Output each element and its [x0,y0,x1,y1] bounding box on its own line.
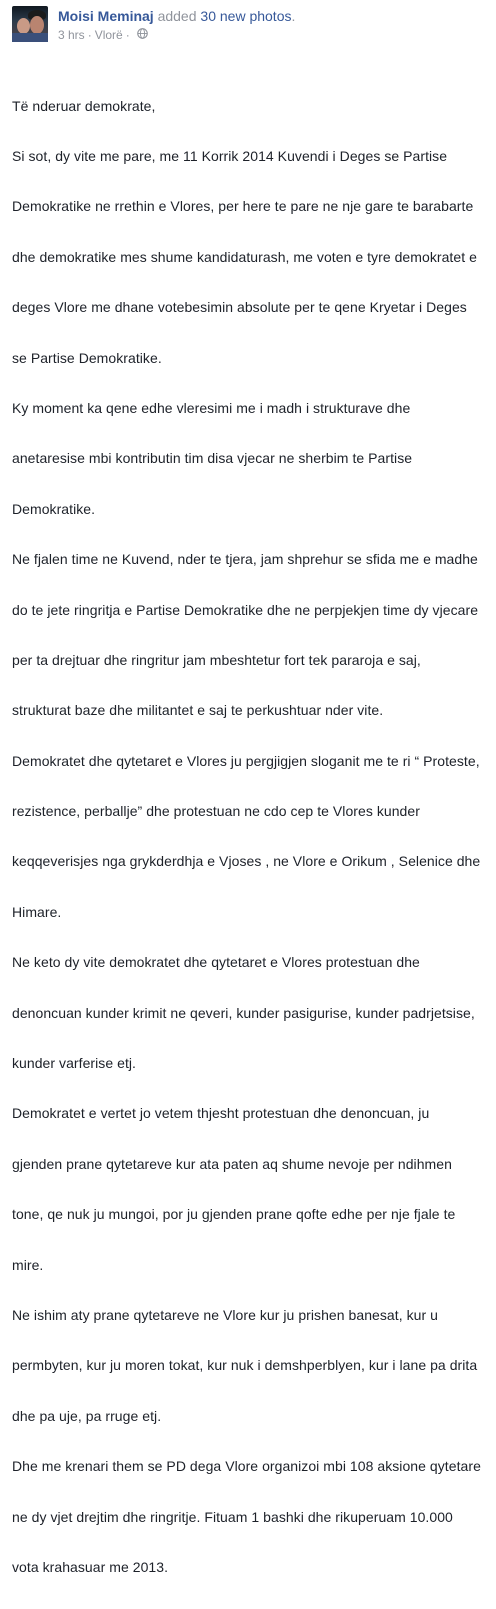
post-line: Dhe me krenari them se PD dega Vlore organizoi mbi 108 aksione qytetare [12,1458,481,1475]
author-name-link[interactable]: Moisi Meminaj [58,8,154,24]
post-line: dhe pa uje, pa rruge etj. [12,1407,162,1424]
post-body [12,64,484,1609]
timestamp-link[interactable]: 3 hrs [58,28,85,42]
post-line: denoncuan kunder krimit ne qeveri, kunder pasigurise, kunder padrjetsise, [12,1004,475,1021]
post-line: do te jete ringritja e Partise Demokratike dhe ne perpjekjen time dy vjecare [12,601,479,618]
post-line: Himare. [12,903,62,920]
post-meta [58,6,295,43]
post-line: Demokratike. [12,500,96,517]
post-subtitle-line [58,27,295,43]
post-line: Demokratike ne rrethin e Vlores, per here te pare ne nje gare te barabarte [12,198,474,215]
post-line: Të nderuar demokrate, [12,97,156,114]
post-line: Demokratet dhe qytetaret e Vlores ju pergjigjen sloganit me te ri “ Proteste, [12,752,480,769]
post-line: keqqeverisjes nga grykderdhja e Vjoses , ne Vlore e Orikum , Selenice dhe [12,853,481,870]
post-line: Ne keto dy vite demokratet dhe qytetaret e Vlores protestuan dhe [12,954,420,971]
action-text-pre: added [153,8,201,24]
separator-dot-2: · [125,28,130,42]
post-line: gjenden prane qytetareve kur ata paten aq shume nevoje per ndihmen [12,1155,452,1172]
location-link[interactable]: Vlorë [94,28,123,42]
avatar-face-right [30,16,44,34]
post-line: strukturat baze dhe militantet e saj te perkushtuar nder vite. [12,702,384,719]
post-line: vota krahasuar me 2013. [12,1558,169,1575]
post-title-line [58,7,295,25]
post-line: tone, qe nuk ju mungoi, por ju gjenden prane qofte edhe per nje fjale te [12,1206,456,1223]
post-line: kunder varferise etj. [12,1055,136,1072]
post-line: dhe demokratike mes shume kandidaturash, me voten e tyre demokratet e [12,248,477,265]
post-line: Ne ishim aty prane qytetareve ne Vlore kur ju prishen banesat, kur u [12,1306,438,1323]
avatar-shirt [12,33,48,42]
globe-icon[interactable] [137,27,148,43]
post-header [12,6,484,50]
post-line: Ne fjalen time ne Kuvend, nder te tjera, jam shprehur se sfida me e madhe [12,551,478,568]
post-line: permbyten, kur ju moren tokat, kur nuk i demshperblyen, kur i lane pa drita [12,1357,478,1374]
post-line: anetaresise mbi kontributin tim disa vjecar ne sherbim te Partise [12,450,413,467]
separator-dot: · [87,28,92,42]
author-avatar[interactable] [12,6,48,42]
post-line: mire. [12,1256,44,1273]
photo-count-link[interactable]: 30 new photos [200,8,292,24]
post-line: Demokratet e vertet jo vetem thjesht protestuan dhe denoncuan, ju [12,1105,430,1122]
action-text-post: . [291,8,296,24]
post-line: per ta drejtuar dhe ringritur jam mbeshtetur fort tek pararoja e saj, [12,651,421,668]
avatar-face-left [17,18,30,34]
post-line: rezistence, perballje” dhe protestuan ne cdo cep te Vlores kunder [12,803,420,820]
post-line: deges Vlore me dhane votebesimin absolute per te qene Kryetar i Deges [12,299,467,316]
post-line: se Partise Demokratike. [12,349,162,366]
post-line: Si sot, dy vite me pare, me 11 Korrik 2014 Kuvendi i Deges se Partise [12,147,448,164]
post-line: ne dy vjet drejtim dhe ringritje. Fituam 1 bashki dhe rikuperuam 10.000 [12,1508,453,1525]
post-line: Ky moment ka qene edhe vleresimi me i madh i strukturave dhe [12,399,411,416]
